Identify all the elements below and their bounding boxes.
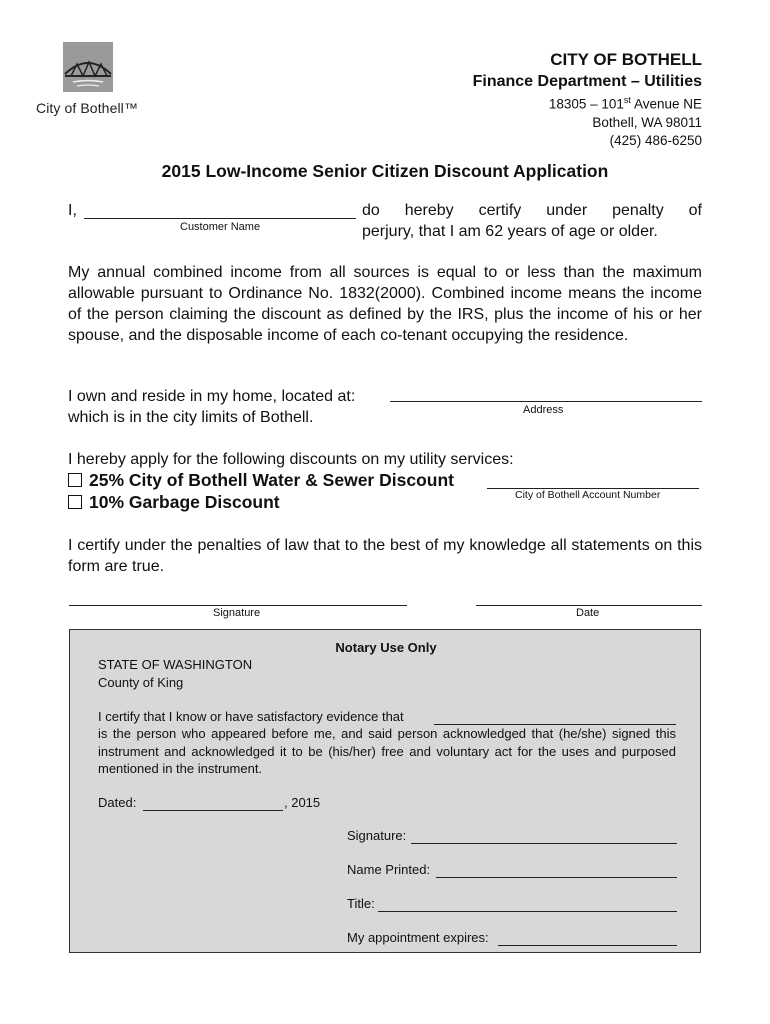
logo-wordmark: City of Bothell™ xyxy=(36,100,138,116)
city-state-zip: Bothell, WA 98011 xyxy=(592,114,702,130)
department-name: Finance Department – Utilities xyxy=(472,73,702,90)
notary-signature-field[interactable] xyxy=(411,843,677,844)
account-number-caption: City of Bothell Account Number xyxy=(515,489,661,501)
dated-label: Dated: xyxy=(98,795,137,810)
attest-paragraph: I certify under the penalties of law that to the best of my knowledge all statements on this form are true. xyxy=(68,537,702,575)
water-sewer-checkbox[interactable] xyxy=(68,473,82,487)
water-sewer-option[interactable] xyxy=(68,470,454,491)
bridge-logo-icon xyxy=(63,42,113,92)
address-field[interactable] xyxy=(390,401,702,402)
residence-line-2: which is in the city limits of Bothell. xyxy=(68,409,314,426)
garbage-label: 10% Garbage Discount xyxy=(89,492,280,512)
form-title: 2015 Low-Income Senior Citizen Discount Application xyxy=(161,161,609,181)
notary-county: County of King xyxy=(98,675,184,690)
street-ordinal: st xyxy=(623,95,631,105)
discounts-intro: I hereby apply for the following discounts on my utility services: xyxy=(68,451,514,468)
date-caption: Date xyxy=(576,607,600,619)
phone-number: (425) 486-6250 xyxy=(609,132,702,148)
customer-name-field[interactable] xyxy=(84,218,356,219)
address-caption: Address xyxy=(523,404,564,416)
garbage-checkbox[interactable] xyxy=(68,495,82,509)
water-sewer-label: 25% City of Bothell Water & Sewer Discount xyxy=(89,470,454,490)
appointment-label: My appointment expires: xyxy=(347,930,489,945)
signature-field[interactable] xyxy=(69,605,407,606)
certify-line-1: do hereby certify under penalty of xyxy=(362,202,702,219)
street-address xyxy=(473,91,702,114)
notary-certify-first: I certify that I know or have satisfactory evidence that xyxy=(98,709,404,724)
city-name: CITY OF BOTHELL xyxy=(550,50,702,69)
dated-year: , 2015 xyxy=(284,795,321,810)
notary-section xyxy=(69,629,701,953)
certify-statement xyxy=(362,200,702,242)
i-label: I, xyxy=(68,202,77,219)
street-number: 18305 – 101 xyxy=(548,96,624,112)
city-logo xyxy=(63,42,113,92)
dated-field[interactable] xyxy=(143,810,283,811)
customer-name-caption: Customer Name xyxy=(180,221,261,233)
notary-certify-rest: is the person who appeared before me, and said person acknowledged that (he/she) signed this instrument and acknowledged it to be (his/her) free and voluntary act for the uses and purposed mentioned in the instrument. xyxy=(98,726,676,776)
street-name: Avenue NE xyxy=(630,96,702,112)
notary-title-label: Title: xyxy=(347,896,375,911)
certify-line-2: perjury, that I am 62 years of age or older. xyxy=(362,223,658,240)
name-printed-field[interactable] xyxy=(436,877,677,878)
residence-line-1: I own and reside in my home, located at: xyxy=(68,388,356,405)
notary-signature-label: Signature: xyxy=(347,828,407,843)
name-printed-label: Name Printed: xyxy=(347,862,431,877)
city-header xyxy=(473,50,702,150)
appointment-field[interactable] xyxy=(498,945,677,946)
garbage-option[interactable] xyxy=(68,492,280,513)
notary-title-field[interactable] xyxy=(378,911,677,912)
notary-title: Notary Use Only xyxy=(335,640,437,655)
signature-caption: Signature xyxy=(213,607,261,619)
notary-state: STATE OF WASHINGTON xyxy=(98,657,253,672)
income-paragraph: My annual combined income from all sources is equal to or less than the maximum allowable pursuant to Ordinance No. 1832(2000). Combined income means the income of the person claiming the discount as defined by the IRS, plus the income of his or her spouse, and the disposable income of each co-tenant occupying the residence. xyxy=(68,264,702,344)
date-field[interactable] xyxy=(476,605,702,606)
